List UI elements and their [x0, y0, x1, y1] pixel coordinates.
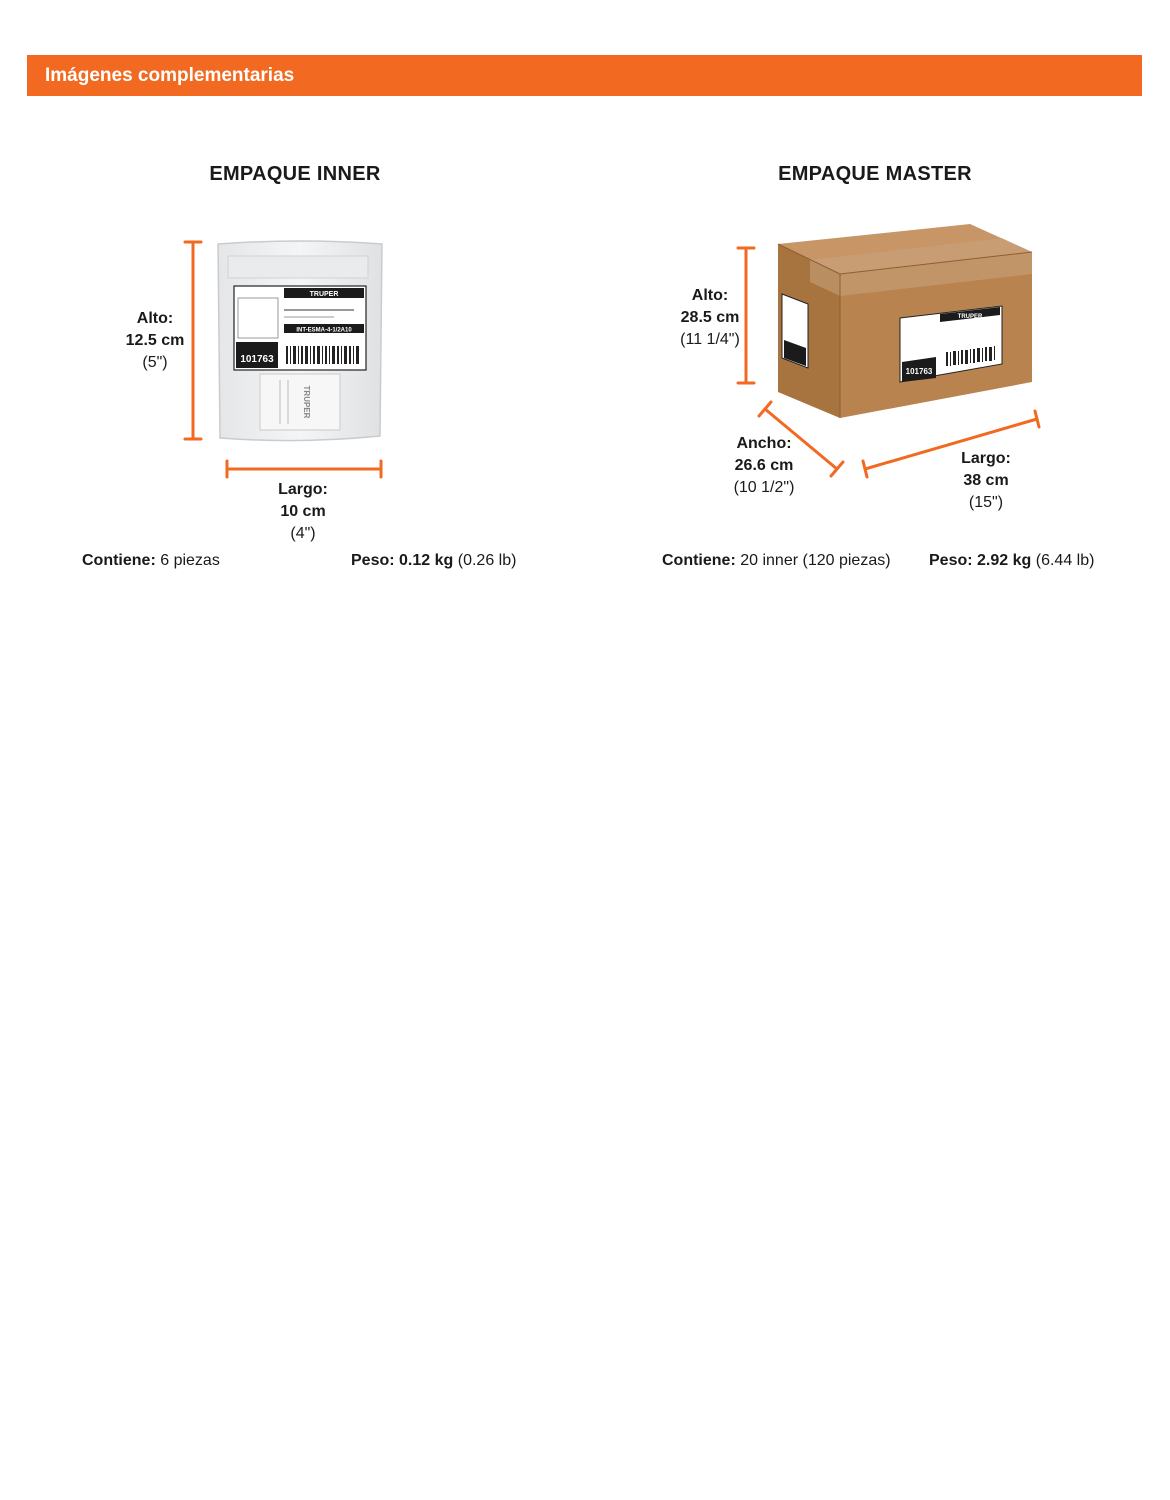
inner-peso: [351, 552, 516, 570]
inner-largo-dimension: [258, 479, 348, 545]
master-largo-dimension: [941, 448, 1031, 514]
inner-alto-dimension: [110, 308, 200, 374]
inner-largo-label: Largo:: [278, 481, 328, 498]
master-alto-imperial: (11 1/4"): [680, 331, 740, 348]
inner-largo-metric: 10 cm: [280, 503, 326, 520]
inner-contiene-value: 6 piezas: [160, 552, 220, 569]
svg-text:TRUPER: TRUPER: [302, 385, 311, 419]
inner-package-image: [214, 238, 386, 444]
master-ancho-metric: 26.6 cm: [734, 457, 794, 474]
inner-label-brand: TRUPER: [309, 291, 339, 298]
master-alto-label: Alto:: [691, 287, 729, 304]
master-package-image: [770, 222, 1038, 422]
inner-peso-imperial: (0.26 lb): [457, 552, 517, 569]
section-banner: [27, 55, 1142, 96]
master-peso-imperial: (6.44 lb): [1035, 552, 1095, 569]
master-contiene-value: 20 inner (120 piezas): [740, 552, 891, 569]
master-peso: [929, 552, 1094, 570]
master-alto-metric: 28.5 cm: [680, 309, 740, 326]
master-peso-metric: 2.92 kg: [977, 552, 1032, 569]
inner-title: EMPAQUE INNER: [209, 163, 381, 185]
inner-peso-label: Peso:: [351, 552, 395, 569]
master-ancho-dimension: [714, 433, 814, 499]
master-title: EMPAQUE MASTER: [778, 163, 972, 185]
master-largo-metric: 38 cm: [963, 472, 1009, 489]
master-contiene: [662, 552, 891, 570]
inner-contiene: [82, 552, 220, 570]
section-title: Imágenes complementarias: [45, 65, 295, 86]
inner-alto-imperial: (5"): [142, 354, 168, 371]
inner-peso-metric: 0.12 kg: [399, 552, 454, 569]
inner-alto-label: Alto:: [136, 310, 174, 327]
master-label-code: 101763: [905, 367, 933, 376]
master-alto-dimension: [665, 285, 755, 351]
inner-largo-imperial: (4"): [290, 525, 316, 542]
inner-alto-metric: 12.5 cm: [125, 332, 185, 349]
inner-contiene-label: Contiene:: [82, 552, 156, 569]
master-largo-imperial: (15"): [968, 494, 1004, 511]
master-contiene-label: Contiene:: [662, 552, 736, 569]
inner-label-model: INT-ESMA-4-1/2A10: [296, 327, 352, 334]
master-ancho-imperial: (10 1/2"): [733, 479, 795, 496]
master-label-brand: TRUPER: [957, 314, 983, 320]
master-largo-label: Largo:: [961, 450, 1011, 467]
master-ancho-label: Ancho:: [736, 435, 792, 452]
inner-label-code: 101763: [240, 354, 274, 365]
master-peso-label: Peso:: [929, 552, 973, 569]
